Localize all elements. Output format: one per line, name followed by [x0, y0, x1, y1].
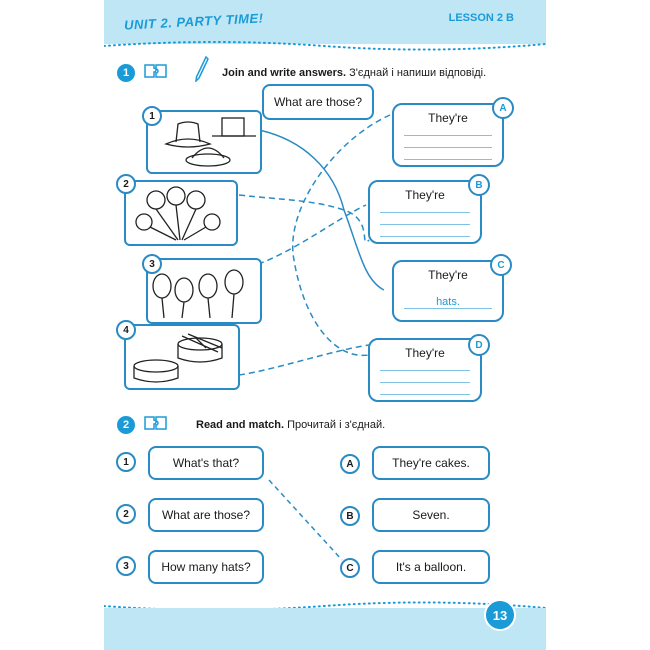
- writing-line: [404, 135, 492, 136]
- lollipops-icon: [126, 182, 236, 244]
- answer-letter: C: [340, 558, 360, 578]
- writing-line: [404, 147, 492, 148]
- lesson-title: LESSON 2 B: [448, 12, 514, 24]
- answer-bubble[interactable]: It's a balloon.: [372, 550, 490, 584]
- answer-bubble[interactable]: Seven.: [372, 498, 490, 532]
- answer-letter: C: [490, 254, 512, 276]
- puzzle-icon: [144, 63, 168, 79]
- instruction-ua: З'єднай і напиши відповіді.: [349, 67, 487, 79]
- answer-box-a[interactable]: [392, 103, 504, 167]
- match-line: [269, 480, 342, 560]
- question-bubble[interactable]: What's that?: [148, 446, 264, 480]
- puzzle-icon: [144, 415, 168, 431]
- exercise-2-instruction: [196, 419, 385, 431]
- writing-line: [380, 394, 470, 395]
- answer-box-b[interactable]: [368, 180, 482, 244]
- writing-line: [380, 382, 470, 383]
- question-bubble[interactable]: What are those?: [148, 498, 264, 532]
- answer-text: They're: [405, 346, 445, 360]
- picture-number: 3: [142, 254, 162, 274]
- connector-line: [259, 130, 384, 290]
- page-number: 13: [484, 599, 516, 631]
- connector-line: [239, 195, 369, 242]
- picture-number: 2: [116, 174, 136, 194]
- picture-lollipops: [124, 180, 238, 246]
- question-bubble[interactable]: How many hats?: [148, 550, 264, 584]
- unit-title: UNIT 2. PARTY TIME!: [123, 10, 264, 33]
- answer-text: They're: [405, 188, 445, 202]
- exercise-2-number: 2: [117, 416, 135, 434]
- question-bubble: What are those?: [262, 84, 374, 120]
- writing-line: [404, 159, 492, 160]
- picture-hats: [146, 110, 262, 174]
- exercise-1-instruction: [222, 67, 486, 79]
- connector-line: [239, 345, 369, 375]
- question-number: 1: [116, 452, 136, 472]
- instruction-en: Read and match.: [196, 419, 285, 431]
- instruction-ua: Прочитай і з'єднай.: [287, 419, 386, 431]
- answer-text: They're: [428, 111, 468, 125]
- question-number: 2: [116, 504, 136, 524]
- cakes-icon: [126, 326, 238, 388]
- question-number: 3: [116, 556, 136, 576]
- answer-box-c[interactable]: [392, 260, 504, 322]
- answer-letter: A: [492, 97, 514, 119]
- balloons-icon: [148, 260, 260, 322]
- writing-line: [380, 370, 470, 371]
- picture-number: 1: [142, 106, 162, 126]
- writing-line: [380, 236, 470, 237]
- writing-line: [380, 224, 470, 225]
- exercise-1-number: 1: [117, 64, 135, 82]
- pencil-icon: [195, 56, 209, 82]
- answer-bubble[interactable]: They're cakes.: [372, 446, 490, 480]
- picture-cakes: [124, 324, 240, 390]
- hats-icon: [148, 112, 260, 172]
- answer-letter: D: [468, 334, 490, 356]
- instruction-en: Join and write answers.: [222, 67, 347, 79]
- answer-letter: A: [340, 454, 360, 474]
- writing-line: [380, 212, 470, 213]
- answer-letter: B: [340, 506, 360, 526]
- answer-text: They're: [428, 268, 468, 282]
- writing-line: [404, 308, 492, 309]
- picture-balloons: [146, 258, 262, 324]
- answer-letter: B: [468, 174, 490, 196]
- answer-box-d[interactable]: [368, 338, 482, 402]
- picture-number: 4: [116, 320, 136, 340]
- written-answer: hats.: [436, 296, 460, 308]
- footer-band: [104, 608, 546, 650]
- workbook-page: [104, 0, 546, 650]
